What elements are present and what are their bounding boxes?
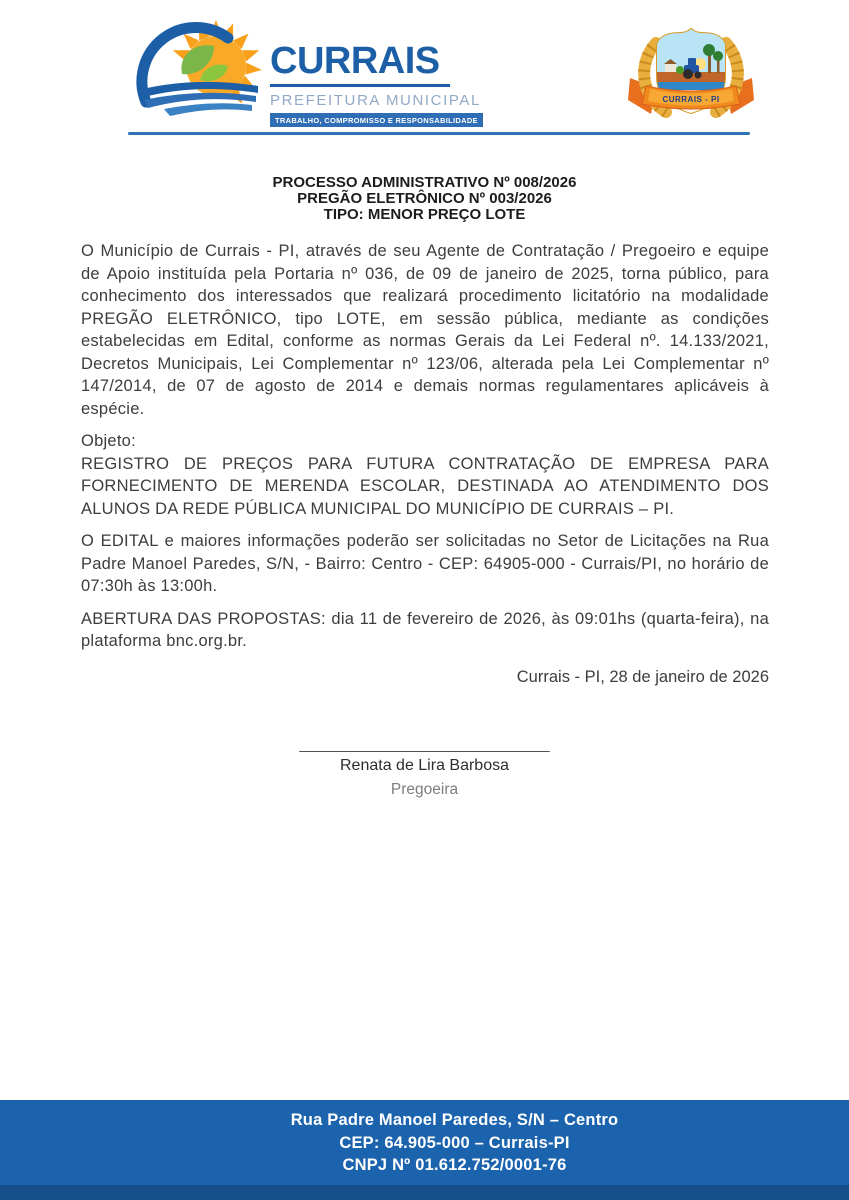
footer-address: Rua Padre Manoel Paredes, S/N – Centro	[290, 1111, 619, 1129]
title-line-processo: PROCESSO ADMINISTRATIVO Nº 008/2026	[272, 174, 577, 191]
objeto-label: Objeto:	[81, 432, 136, 450]
signatory-name: Renata de Lira Barbosa	[340, 757, 509, 774]
footer-text	[30, 1100, 849, 1177]
intro-paragraph: O Município de Currais - PI, através de seu Agente de Contratação / Pregoeiro e equipe de Apoio instituída pela Portaria nº 036, de 09 de janeiro de 2025, torna público, para conhecimento dos interessados que realizará procedimento licitatório na modalidade PREGÃO ELETRÔNICO, tipo LOTE, em sessão pública, mediante as condições estabelecidas em Edital, conforme as normas Gerais da Lei Federal nº. 14.133/2021, Decretos Municipais, Lei Complementar nº 123/06, alterada pela Lei Complementar nº 147/2014, de 07 de agosto de 2014 e demais normas regulamentares aplicáveis à espécie.	[81, 242, 769, 418]
objeto-paragraph: REGISTRO DE PREÇOS PARA FUTURA CONTRATAÇÃO DE EMPRESA PARA FORNECIMENTO DE MERENDA ESCOLAR, DESTINADA AO ATENDIMENTO DOS ALUNOS DA REDE PÚBLICA MUNICIPAL DO MUNICÍPIO DE CURRAIS – PI.	[81, 454, 769, 518]
footer-cnpj: CNPJ Nº 01.612.752/0001-76	[342, 1156, 567, 1174]
sun-leaves-waves-logo-icon	[130, 16, 266, 124]
date-line: Currais - PI, 28 de janeiro de 2026	[516, 668, 769, 686]
edital-paragraph: O EDITAL e maiores informações poderão ser solicitadas no Setor de Licitações na Rua Padre Manoel Paredes, S/N, - Bairro: Centro - CEP: 64905-000 - Currais/PI, no horário de 07:30h às 13:00h.	[81, 532, 769, 595]
header-divider	[128, 132, 750, 135]
document-body	[81, 240, 769, 663]
logo-underline	[270, 84, 450, 87]
signatory-role: Pregoeira	[390, 781, 459, 798]
abertura-paragraph: ABERTURA DAS PROPOSTAS: dia 11 de fevereiro de 2026, às 09:01hs (quarta-feira), na plataforma bnc.org.br.	[81, 609, 769, 650]
footer-bottom-strip	[0, 1185, 849, 1200]
signature-rule: ______________________________	[299, 736, 550, 753]
document-title	[0, 175, 849, 222]
logo-wordmark	[270, 16, 481, 128]
crest-ribbon-text: CURRAIS - PI	[662, 95, 720, 104]
prefeitura-logo	[130, 16, 481, 128]
signature-block	[0, 736, 849, 800]
footer-band	[0, 1100, 849, 1200]
letterhead	[130, 16, 754, 131]
footer-cep: CEP: 64.905-000 – Currais-PI	[339, 1133, 570, 1152]
municipal-crest-icon	[628, 16, 754, 131]
logo-tagline-banner: TRABALHO, COMPROMISSO E RESPONSABILIDADE	[270, 113, 483, 127]
logo-subtitle: PREFEITURA MUNICIPAL	[270, 92, 481, 109]
title-line-pregao: PREGÃO ELETRÔNICO Nº 003/2026	[297, 189, 552, 207]
title-line-tipo: TIPO: MENOR PREÇO LOTE	[323, 205, 526, 223]
logo-title: CURRAIS	[270, 40, 440, 82]
